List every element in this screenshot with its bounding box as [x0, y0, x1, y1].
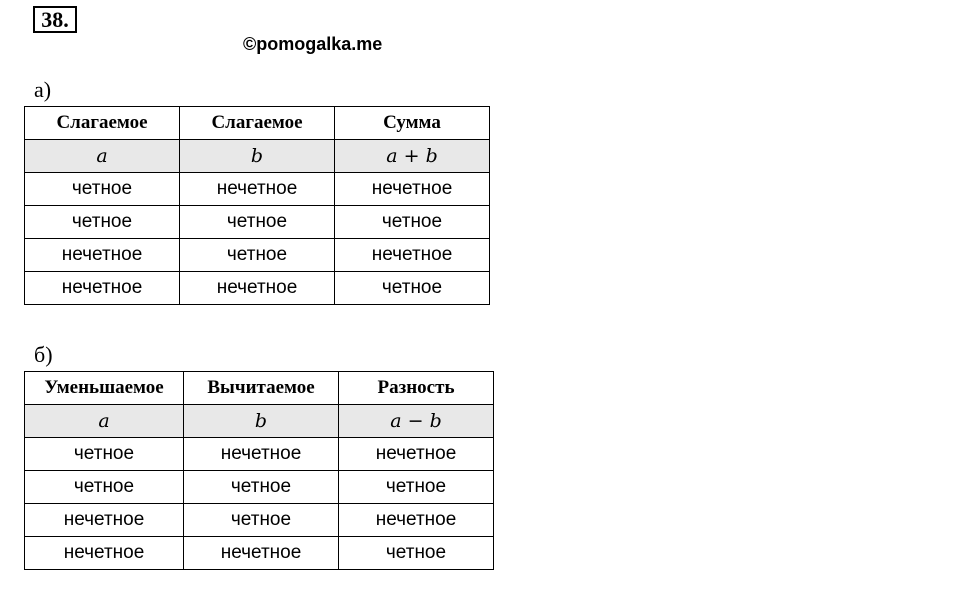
header-cell: Сумма: [335, 107, 490, 140]
table-row: [25, 239, 490, 272]
table-cell: четное: [339, 471, 494, 504]
variable-row: [25, 140, 490, 173]
table-header-row: [25, 372, 494, 405]
sum-parity-table: [24, 106, 490, 305]
table-cell: нечетное: [25, 504, 184, 537]
table-cell: четное: [25, 438, 184, 471]
table-cell: нечетное: [335, 239, 490, 272]
variable-cell: b: [184, 405, 339, 438]
table-cell: четное: [25, 471, 184, 504]
table-cell: нечетное: [25, 272, 180, 305]
problem-number: 38.: [33, 6, 77, 33]
variable-cell: a: [25, 140, 180, 173]
table-row: [25, 438, 494, 471]
watermark-text: ©pomogalka.me: [243, 34, 383, 54]
variable-cell: a + b: [335, 140, 490, 173]
header-cell: Вычитаемое: [184, 372, 339, 405]
header-cell: Слагаемое: [180, 107, 335, 140]
table-cell: нечетное: [180, 173, 335, 206]
table-cell: четное: [180, 206, 335, 239]
header-cell: Слагаемое: [25, 107, 180, 140]
table-row: [25, 471, 494, 504]
table-cell: нечетное: [25, 537, 184, 570]
table-cell: нечетное: [184, 537, 339, 570]
table-cell: четное: [25, 173, 180, 206]
variable-row: [25, 405, 494, 438]
table-row: [25, 504, 494, 537]
header-cell: Уменьшаемое: [25, 372, 184, 405]
table-header-row: [25, 107, 490, 140]
table-cell: четное: [335, 272, 490, 305]
part-b-label: б): [34, 342, 53, 367]
table-row: [25, 206, 490, 239]
table-cell: четное: [180, 239, 335, 272]
header-cell: Разность: [339, 372, 494, 405]
table-cell: четное: [335, 206, 490, 239]
table-cell: четное: [339, 537, 494, 570]
table-cell: нечетное: [25, 239, 180, 272]
table-cell: нечетное: [339, 438, 494, 471]
table-row: [25, 537, 494, 570]
part-a-label: а): [34, 77, 52, 102]
table-cell: четное: [25, 206, 180, 239]
table-cell: четное: [184, 504, 339, 537]
table-row: [25, 173, 490, 206]
variable-cell: a: [25, 405, 184, 438]
variable-cell: b: [180, 140, 335, 173]
difference-parity-table: [24, 371, 494, 570]
table-cell: нечетное: [335, 173, 490, 206]
table-row: [25, 272, 490, 305]
table-cell: нечетное: [184, 438, 339, 471]
table-cell: нечетное: [180, 272, 335, 305]
table-cell: четное: [184, 471, 339, 504]
variable-cell: a − b: [339, 405, 494, 438]
table-cell: нечетное: [339, 504, 494, 537]
